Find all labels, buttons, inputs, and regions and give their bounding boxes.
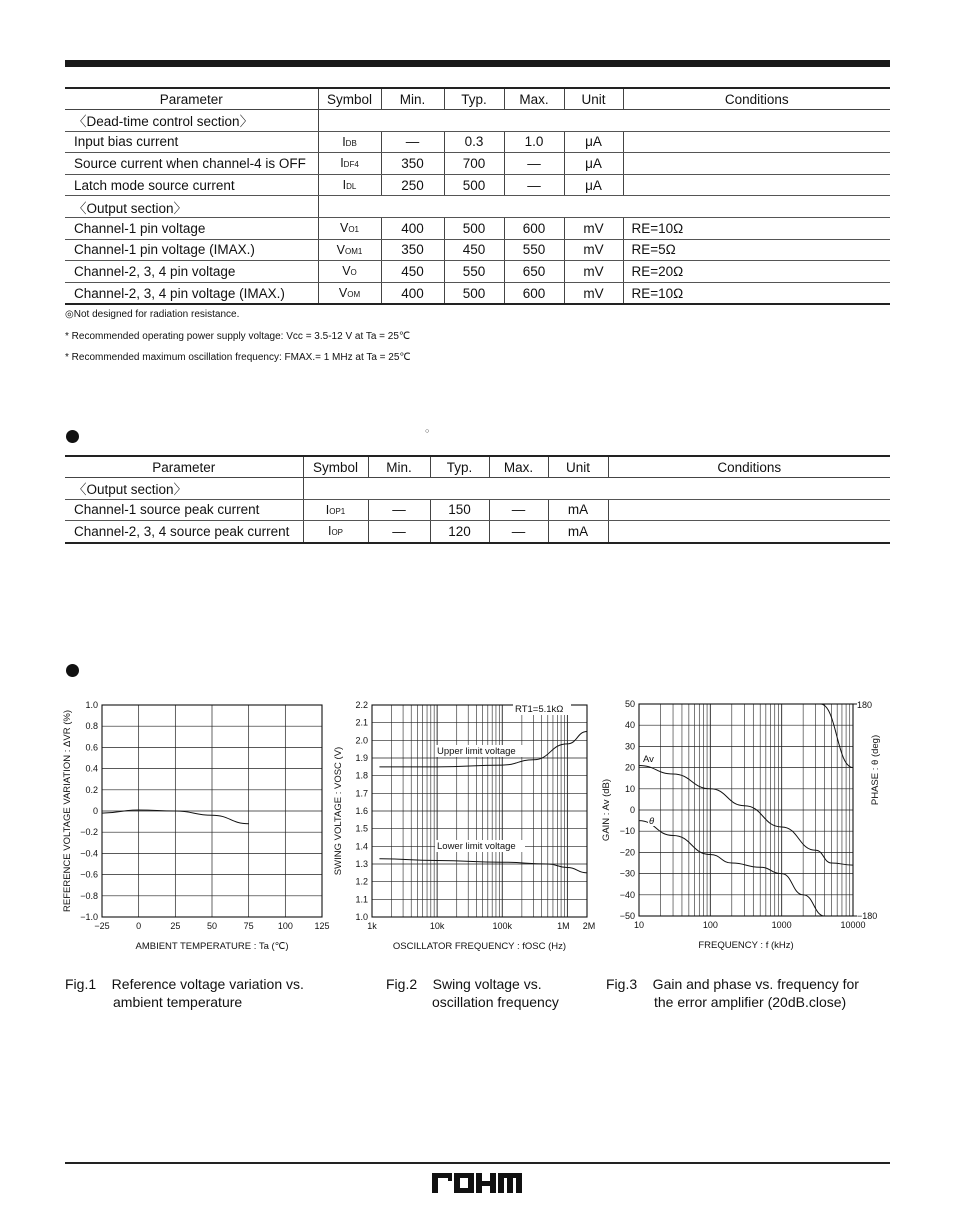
typ-cell: 500 <box>444 282 504 304</box>
typ-cell: 150 <box>430 499 489 521</box>
y-tick-label: 40 <box>624 720 635 731</box>
symbol-sub: DF4 <box>343 160 359 170</box>
typ-cell: 500 <box>444 217 504 239</box>
section-label: 〈Output section〉 <box>65 478 303 500</box>
x-tick-label: 100k <box>492 921 513 931</box>
section-label: 〈Dead-time control section〉 <box>65 110 318 132</box>
y-tick-label: −20 <box>619 847 635 858</box>
column-header: Symbol <box>318 88 381 110</box>
typ-cell: 500 <box>444 174 504 196</box>
typ-cell: 700 <box>444 153 504 175</box>
series-line-0 <box>639 765 853 865</box>
y-tick-label: 0 <box>629 805 635 815</box>
fig2-caption-line1: Fig.2 Swing voltage vs. <box>386 976 542 992</box>
unit-cell: mV <box>564 282 623 304</box>
min-cell: — <box>368 499 430 521</box>
empty-cell <box>303 478 890 500</box>
column-header: Max. <box>504 88 564 110</box>
table-row <box>65 217 890 239</box>
note-max-frequency: * Recommended maximum oscillation frequency: FMAX.= 1 MHz at Ta = 25℃ <box>65 352 411 363</box>
conditions-cell <box>623 174 890 196</box>
y-tick-label: 1.6 <box>355 806 368 816</box>
y-axis-label: REFERENCE VOLTAGE VARIATION : ΔVR (%) <box>62 709 73 913</box>
fig1-caption-line1: Fig.1 Reference voltage variation vs. <box>65 976 304 992</box>
symbol-cell <box>318 261 381 283</box>
min-cell: 400 <box>381 217 444 239</box>
x-tick-label: 1M <box>557 921 570 931</box>
y-tick-label: 1.0 <box>355 912 368 922</box>
typ-cell: 550 <box>444 261 504 283</box>
conditions-cell <box>623 153 890 175</box>
unit-cell: mV <box>564 239 623 261</box>
table-row <box>65 131 890 153</box>
symbol-sub: O1 <box>348 225 359 235</box>
table-row <box>65 478 890 500</box>
y-tick-label: 2.0 <box>355 735 368 746</box>
table-row <box>65 521 890 543</box>
x-tick-label: 2M <box>582 921 596 931</box>
fig2-caption-line2: oscillation frequency <box>432 994 559 1010</box>
y-tick-label: −10 <box>619 826 635 837</box>
symbol-main: V <box>342 264 351 279</box>
reference-data-table <box>65 455 890 544</box>
conditions-cell <box>623 131 890 153</box>
rohm-logo <box>430 1170 524 1196</box>
y-tick-label: −0.6 <box>80 869 98 880</box>
x-tick-label: 1k <box>367 921 377 931</box>
y-tick-label: 20 <box>624 762 635 773</box>
column-header: Unit <box>564 88 623 110</box>
symbol-sub: OM1 <box>345 246 363 256</box>
x-tick-label: 50 <box>206 921 218 931</box>
parameter-cell: Channel-2, 3, 4 source peak current <box>65 521 303 543</box>
y2-tick-label: 180 <box>857 700 873 710</box>
max-cell: — <box>489 499 548 521</box>
symbol-main: I <box>342 134 346 149</box>
x-tick-label: 0 <box>136 921 142 931</box>
bottom-rule <box>65 1162 890 1164</box>
column-header: Typ. <box>430 456 489 478</box>
y2-tick-label: −180 <box>857 911 878 921</box>
top-rule <box>65 60 890 67</box>
y2-axis-label: PHASE : θ (deg) <box>870 734 881 806</box>
y-tick-label: 1.0 <box>85 700 98 710</box>
max-cell: — <box>504 174 564 196</box>
unit-cell: μA <box>564 131 623 153</box>
symbol-cell <box>318 239 381 261</box>
y-tick-label: −0.4 <box>80 848 98 859</box>
symbol-cell <box>318 153 381 175</box>
typ-cell: 120 <box>430 521 489 543</box>
symbol-cell <box>318 282 381 304</box>
conditions-cell: RE=5Ω <box>623 239 890 261</box>
symbol-cell <box>318 174 381 196</box>
parameter-cell: Channel-1 source peak current <box>65 499 303 521</box>
empty-cell <box>318 196 890 218</box>
fig1-caption-line2: ambient temperature <box>113 994 243 1010</box>
symbol-main: I <box>342 178 347 193</box>
x-tick-label: 1000 <box>771 920 792 930</box>
x-tick-label: 75 <box>243 921 254 931</box>
section-bullet-icon <box>66 430 79 443</box>
min-cell: 400 <box>381 282 444 304</box>
symbol-sub: OP <box>331 528 344 538</box>
y-tick-label: −0.2 <box>80 827 98 838</box>
x-axis-label: FREQUENCY : f (kHz) <box>698 940 794 951</box>
y-axis-label: SWING VOLTAGE : VOSC (V) <box>333 746 344 876</box>
y-tick-label: 1.5 <box>355 823 368 834</box>
parameter-cell: Channel-2, 3, 4 pin voltage (IMAX.) <box>65 282 318 304</box>
min-cell: 350 <box>381 239 444 261</box>
y-tick-label: −50 <box>619 911 635 921</box>
typ-cell: 450 <box>444 239 504 261</box>
y-tick-label: 1.7 <box>355 788 368 799</box>
symbol-sub: DL <box>346 182 357 192</box>
fig3-caption <box>606 975 859 1011</box>
max-cell: 600 <box>504 217 564 239</box>
unit-cell: μA <box>564 153 623 175</box>
table-row <box>65 110 890 132</box>
min-cell: — <box>381 131 444 153</box>
symbol-main: I <box>325 502 330 517</box>
y-tick-label: 50 <box>624 699 635 709</box>
annotation-label: RT1=5.1kΩ <box>515 704 564 715</box>
x-tick-label: 10000 <box>840 920 866 930</box>
y-tick-label: 30 <box>624 741 635 752</box>
y-tick-label: −0.8 <box>80 890 98 901</box>
section-bullet-icon <box>66 664 79 677</box>
max-cell: 650 <box>504 261 564 283</box>
y-tick-label: 0.4 <box>85 763 98 774</box>
table-row <box>65 196 890 218</box>
electrical-characteristics-table <box>65 87 890 305</box>
fig1-caption <box>65 975 304 1011</box>
column-header: Typ. <box>444 88 504 110</box>
x-tick-label: 125 <box>314 921 330 931</box>
max-cell: 1.0 <box>504 131 564 153</box>
y-tick-label: −30 <box>619 868 635 879</box>
x-tick-label: 100 <box>702 920 718 930</box>
y-axis-label: GAIN : Av (dB) <box>601 778 612 842</box>
max-cell: — <box>504 153 564 175</box>
symbol-main: V <box>336 242 345 257</box>
fig3-chart <box>595 695 895 965</box>
x-axis-label: AMBIENT TEMPERATURE : Ta (℃) <box>135 941 289 952</box>
min-cell: 250 <box>381 174 444 196</box>
series-label-theta: θ <box>649 816 655 827</box>
symbol-cell <box>318 131 381 153</box>
column-header: Parameter <box>65 456 303 478</box>
symbol-sub: DB <box>345 138 357 148</box>
max-cell: 550 <box>504 239 564 261</box>
y-tick-label: 0.8 <box>85 721 98 732</box>
annotation-label: Lower limit voltage <box>437 841 516 852</box>
annotation-label: Upper limit voltage <box>437 746 516 757</box>
empty-cell <box>318 110 890 132</box>
column-header: Conditions <box>623 88 890 110</box>
min-cell: 350 <box>381 153 444 175</box>
y-tick-label: 1.9 <box>355 753 368 763</box>
x-axis-label: OSCILLATOR FREQUENCY : fOSC (Hz) <box>392 941 567 952</box>
symbol-cell <box>303 499 368 521</box>
fig3-caption-line2: the error amplifier (20dB.close) <box>654 994 847 1010</box>
symbol-main: V <box>338 286 348 301</box>
conditions-cell: RE=10Ω <box>623 282 890 304</box>
table-row <box>65 174 890 196</box>
fig1-chart <box>60 695 330 965</box>
y-tick-label: 0.6 <box>85 742 98 753</box>
parameter-cell: Source current when channel-4 is OFF <box>65 153 318 175</box>
x-tick-label: 10k <box>429 921 445 931</box>
y-tick-label: 1.4 <box>355 841 368 852</box>
parameter-cell: Channel-1 pin voltage <box>65 217 318 239</box>
column-header: Conditions <box>608 456 890 478</box>
unit-cell: mA <box>548 521 608 543</box>
table-row <box>65 153 890 175</box>
table-row <box>65 261 890 283</box>
note-supply-voltage: * Recommended operating power supply voltage: Vcc = 3.5-12 V at Ta = 25℃ <box>65 331 411 342</box>
column-header: Symbol <box>303 456 368 478</box>
symbol-sub: OM <box>347 290 361 300</box>
section-label: 〈Output section〉 <box>65 196 318 218</box>
x-tick-label: −25 <box>94 921 110 931</box>
table-row <box>65 239 890 261</box>
column-header: Parameter <box>65 88 318 110</box>
unit-cell: mA <box>548 499 608 521</box>
column-header: Max. <box>489 456 548 478</box>
y-tick-label: −1.0 <box>80 912 98 922</box>
conditions-cell <box>608 521 890 543</box>
y-tick-label: 0.2 <box>85 784 98 795</box>
conditions-cell <box>608 499 890 521</box>
fig3-caption-line1: Fig.3 Gain and phase vs. frequency for <box>606 976 859 992</box>
column-header: Min. <box>368 456 430 478</box>
unit-cell: mV <box>564 261 623 283</box>
conditions-cell: RE=10Ω <box>623 217 890 239</box>
symbol-main: I <box>327 524 332 539</box>
min-cell: 450 <box>381 261 444 283</box>
min-cell: — <box>368 521 430 543</box>
y-tick-label: 10 <box>624 783 635 794</box>
parameter-cell: Latch mode source current <box>65 174 318 196</box>
y-tick-label: 1.2 <box>355 876 368 887</box>
series-line-1 <box>379 859 587 873</box>
x-tick-label: 10 <box>633 920 645 930</box>
fig2-caption <box>386 975 559 1011</box>
table-row <box>65 499 890 521</box>
symbol-main: V <box>339 221 349 236</box>
column-header: Unit <box>548 456 608 478</box>
symbol-cell <box>303 521 368 543</box>
parameter-cell: Channel-2, 3, 4 pin voltage <box>65 261 318 283</box>
symbol-main: I <box>340 156 344 171</box>
parameter-cell: Input bias current <box>65 131 318 153</box>
y-tick-label: 1.1 <box>355 894 368 905</box>
max-cell: — <box>489 521 548 543</box>
x-tick-label: 100 <box>277 921 293 931</box>
fig2-chart <box>330 695 600 965</box>
conditions-cell: RE=20Ω <box>623 261 890 283</box>
y-tick-label: 1.3 <box>355 859 368 869</box>
y-tick-label: 1.8 <box>355 770 368 781</box>
note-radiation: ◎Not designed for radiation resistance. <box>65 309 240 320</box>
degree-mark: ○ <box>425 428 430 435</box>
y-tick-label: 0 <box>92 806 98 816</box>
column-header: Min. <box>381 88 444 110</box>
x-tick-label: 25 <box>170 921 181 931</box>
typ-cell: 0.3 <box>444 131 504 153</box>
y-tick-label: 2.1 <box>355 717 368 728</box>
max-cell: 600 <box>504 282 564 304</box>
symbol-sub: OP1 <box>329 506 346 516</box>
y-tick-label: 2.2 <box>355 700 368 710</box>
unit-cell: μA <box>564 174 623 196</box>
symbol-sub: O <box>350 268 357 278</box>
symbol-cell <box>318 217 381 239</box>
series-label-av: Av <box>643 754 654 765</box>
table-row <box>65 282 890 304</box>
y-tick-label: −40 <box>619 889 635 900</box>
unit-cell: mV <box>564 217 623 239</box>
series-line-2 <box>820 704 853 768</box>
parameter-cell: Channel-1 pin voltage (IMAX.) <box>65 239 318 261</box>
